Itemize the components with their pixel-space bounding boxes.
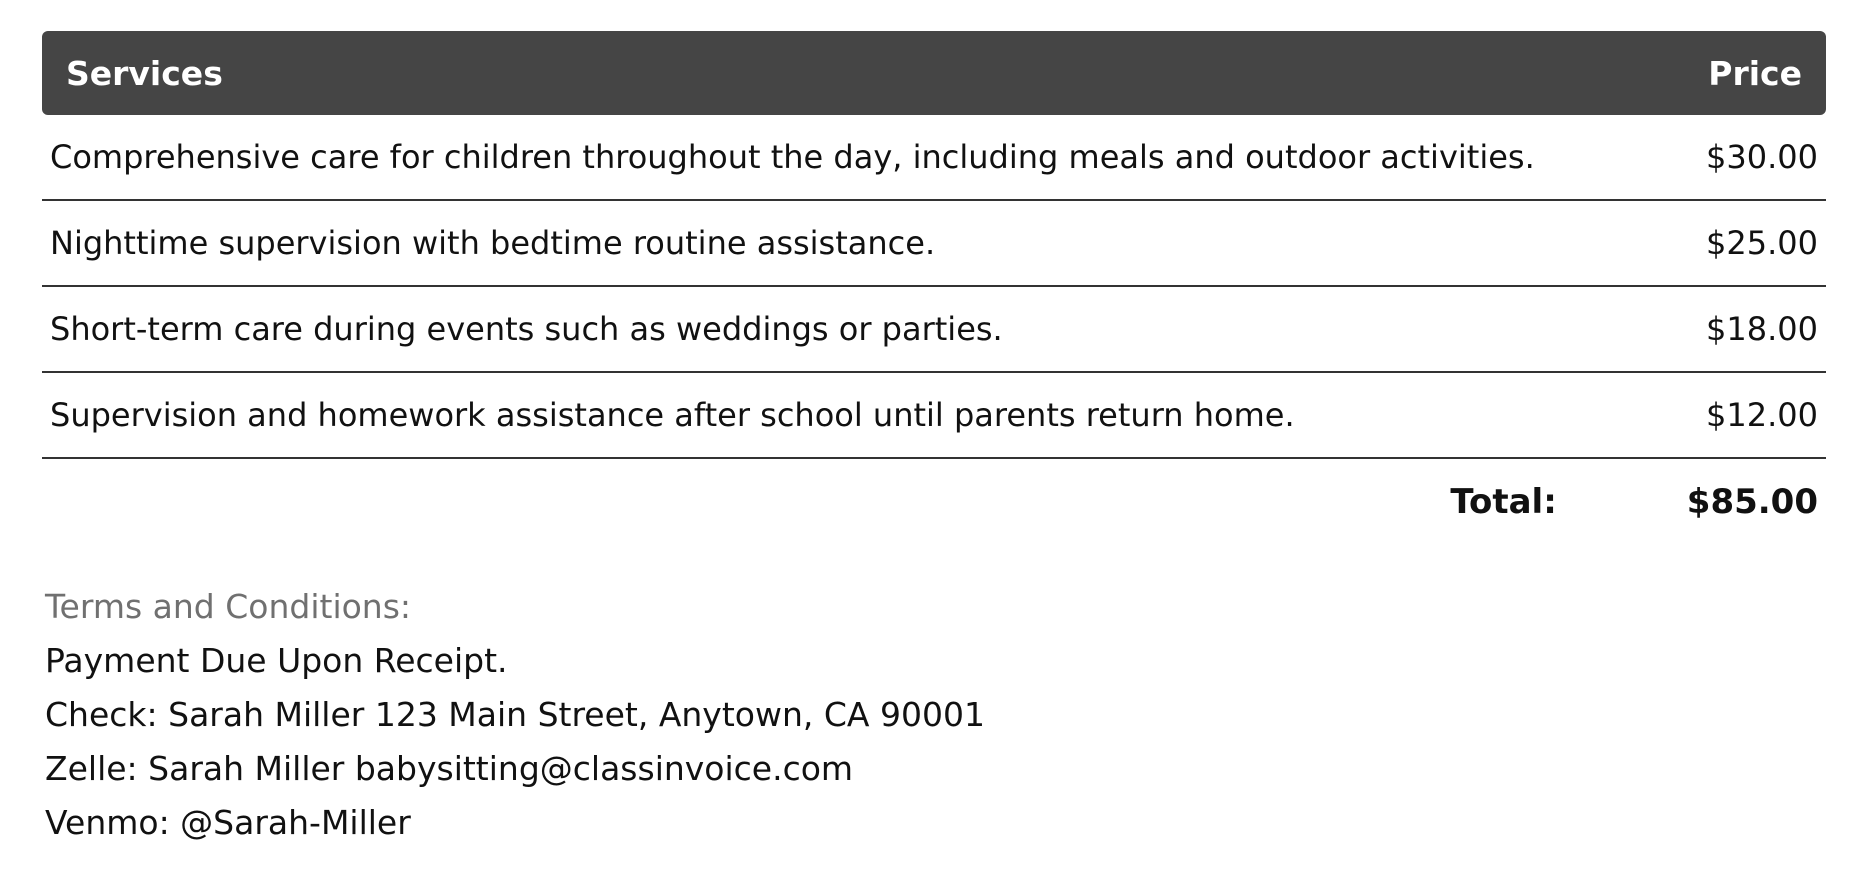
table-row <box>42 287 1826 373</box>
table-header <box>42 31 1826 115</box>
services-column-header: Services <box>66 53 223 93</box>
total-row <box>42 459 1826 545</box>
terms-section <box>45 580 985 850</box>
table-row <box>42 373 1826 459</box>
service-description: Comprehensive care for children throughout the day, including meals and outdoor activities. <box>50 138 1535 176</box>
services-table <box>42 31 1826 545</box>
price-column-header: Price <box>1708 53 1802 93</box>
terms-line-zelle: Zelle: Sarah Miller babysitting@classinvoice.com <box>45 749 854 788</box>
table-row <box>42 201 1826 287</box>
terms-line-payment-due: Payment Due Upon Receipt. <box>45 641 508 680</box>
service-description: Short-term care during events such as weddings or parties. <box>50 310 1003 348</box>
service-price: $12.00 <box>1706 396 1818 434</box>
terms-line-venmo: Venmo: @Sarah-Miller <box>45 803 411 842</box>
service-price: $18.00 <box>1706 310 1818 348</box>
terms-title: Terms and Conditions: <box>45 587 412 626</box>
terms-line-check: Check: Sarah Miller 123 Main Street, Anytown, CA 90001 <box>45 695 985 734</box>
service-price: $30.00 <box>1706 138 1818 176</box>
total-label: Total: <box>1450 482 1557 522</box>
total-value: $85.00 <box>1686 482 1818 522</box>
service-description: Nighttime supervision with bedtime routine assistance. <box>50 224 936 262</box>
service-price: $25.00 <box>1706 224 1818 262</box>
table-row <box>42 115 1826 201</box>
service-description: Supervision and homework assistance after school until parents return home. <box>50 396 1295 434</box>
